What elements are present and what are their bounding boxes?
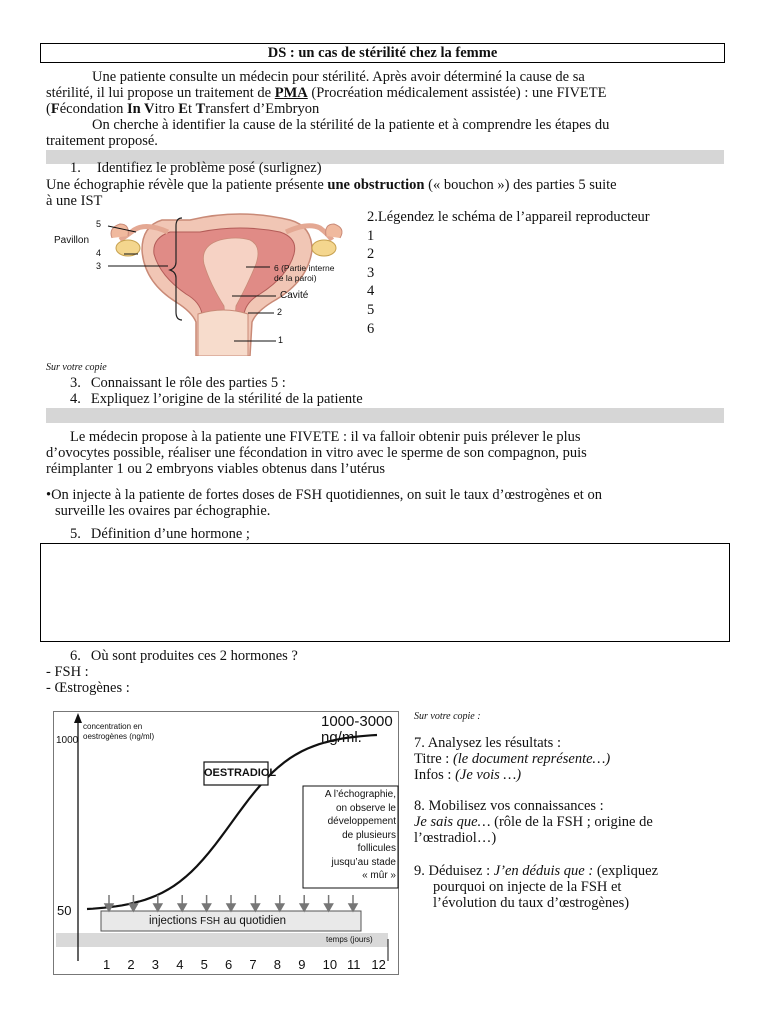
legend-item-6: 6	[367, 320, 375, 337]
label-4: 4	[96, 248, 102, 258]
day-tick-label: 11	[347, 957, 361, 972]
day-tick-label: 6	[225, 957, 233, 972]
question-6: 6. Où sont produites ces 2 hormones ?	[70, 648, 298, 664]
intro-line-5: traitement proposé.	[46, 133, 158, 149]
question-9: 9. Déduisez : J’en déduis que : (expliquez pourquoi on injecte de la FSH et l’évolution du taux d’œstrogènes)	[414, 863, 659, 911]
day-tick-label: 2	[127, 957, 135, 972]
oestradiol-chart	[53, 711, 399, 975]
question-7: 7. Analysez les résultats : Titre : (le document représente…) Infos : (Je vois …)	[414, 735, 611, 783]
hormone-definition-answer-box[interactable]	[40, 543, 730, 642]
chart-ylabel: concentration en oestrogènes (ng/ml)	[83, 722, 155, 741]
sur-votre-copie-label-2: Sur votre copie :	[414, 711, 481, 722]
legend-item-3: 3	[367, 264, 375, 281]
label-6: 6 (Partie interne de la paroi)	[274, 263, 335, 283]
oestrogenes-line: - Œstrogènes :	[46, 680, 130, 696]
y-tick-1000: 1000	[56, 735, 79, 746]
day-tick-label: 1	[103, 957, 111, 972]
injections-label: injections FSH au quotidien	[149, 915, 287, 927]
day-tick-label: 8	[273, 957, 282, 972]
legend-item-4: 4	[367, 283, 375, 300]
question-4: 4. Expliquez l’origine de la stérilité de la patiente	[70, 391, 363, 407]
day-tick-label: 9	[298, 957, 306, 972]
legend-item-2: 2	[367, 246, 375, 263]
intro-line-1: Une patiente consulte un médecin pour stérilité. Après avoir déterminé la cause de sa	[92, 69, 585, 85]
question-1: 1. Identifiez le problème posé (surlignez)	[70, 160, 322, 176]
day-tick-label: 12	[371, 957, 386, 972]
echography-text: Une échographie révèle que la patiente présente une obstruction (« bouchon ») des parties 5 suite à une IST	[46, 177, 617, 209]
legend-item-1: 1	[367, 227, 375, 244]
reproductive-diagram	[50, 210, 354, 356]
day-tick-label: 7	[249, 957, 257, 972]
question-8: 8. Mobilisez vos connaissances : Je sais que… (rôle de la FSH ; origine de l’œstradiol…)	[414, 798, 653, 846]
label-1: 1	[278, 335, 284, 345]
y-tick-50: 50	[57, 903, 72, 918]
day-tick-label: 10	[322, 957, 338, 972]
intro-paragraph	[46, 69, 726, 149]
label-3: 3	[96, 261, 102, 271]
day-tick-label: 3	[151, 957, 160, 972]
echography-note: A l’échographie, on observe le développement de plusieurs follicules jusqu’au stade « mûr »	[324, 789, 396, 881]
label-5: 5	[96, 219, 102, 229]
label-cavite: Cavité	[280, 290, 309, 301]
document-title: DS : un cas de stérilité chez la femme	[40, 43, 725, 63]
pma-term: PMA	[274, 85, 308, 101]
section-divider-2	[46, 408, 724, 423]
intro-line-4: On cherche à identifier la cause de la stérilité de la patiente et à comprendre les étapes du	[92, 117, 610, 133]
uterus-illustration	[50, 210, 354, 356]
legend-item-5: 5	[367, 301, 375, 318]
day-tick-label: 5	[200, 957, 208, 972]
intro-line-2: stérilité, il lui propose un traitement de PMA (Procréation médicalement assistée) : une FIVETE	[46, 85, 607, 101]
question-2-text: 2.Légendez le schéma de l’appareil reproducteur	[367, 209, 650, 225]
label-2: 2	[277, 307, 283, 317]
label-pavillon: Pavillon	[54, 235, 90, 246]
analysis-questions	[414, 711, 754, 911]
fivete-paragraph: Le médecin propose à la patiente une FIVETE : il va falloir obtenir puis prélever le plus d’ovocytes possible, réaliser une fécondation in vitro avec le sperme de son compagnon, puis réimplanter 1 ou 2 embryons viables obtenus dans l’utérus	[46, 429, 587, 477]
question-5: 5. Définition d’une hormone ;	[70, 526, 250, 542]
top-value-label: 1000-3000 ng/ml.	[321, 713, 393, 746]
question-2	[367, 208, 650, 338]
time-axis-label: temps (jours)	[326, 935, 373, 944]
oestradiol-label: OESTRADIOL	[204, 767, 277, 779]
question-3: 3. Connaissant le rôle des parties 5 :	[70, 375, 286, 391]
fsh-line: - FSH :	[46, 664, 89, 680]
right-pavillon-shape	[326, 224, 342, 238]
intro-line-3: (Fécondation In Vitro Et Transfert d’Embryon	[46, 101, 320, 117]
cervix-shape	[198, 310, 248, 356]
day-tick-label: 4	[176, 957, 184, 972]
sur-votre-copie-label: Sur votre copie	[46, 362, 107, 373]
right-ovary-shape	[312, 240, 336, 256]
left-pavillon-shape	[111, 224, 128, 238]
injection-bullet: •On injecte à la patiente de fortes doses de FSH quotidiennes, on suit le taux d’œstrogènes et on surveille les ovaires par échographie.	[46, 487, 602, 519]
